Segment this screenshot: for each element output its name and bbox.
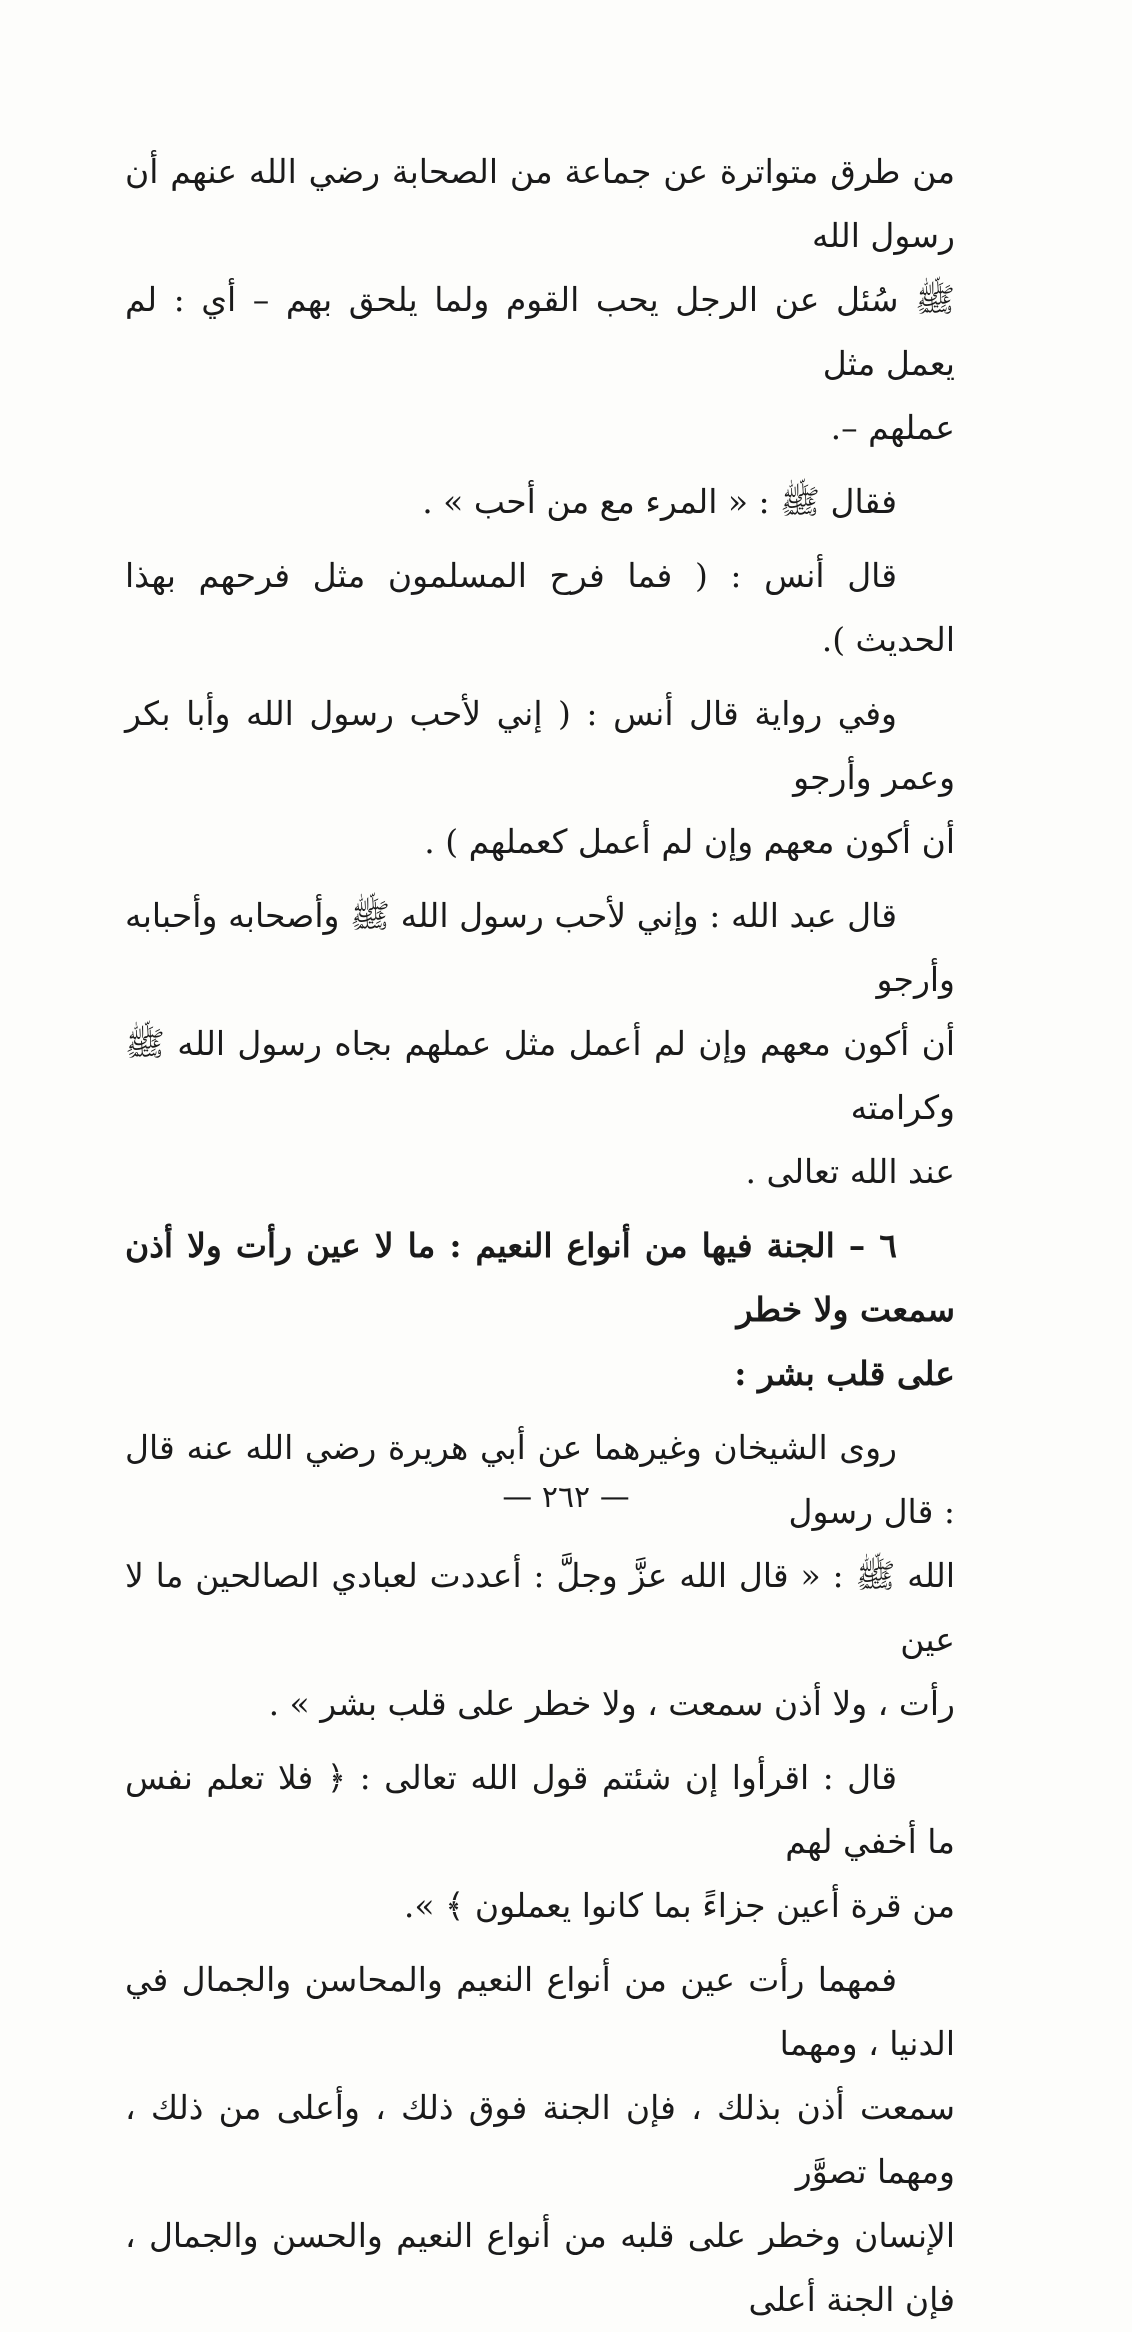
paragraph-3 (125, 544, 955, 672)
heading-line: على قلب بشر : (734, 1354, 955, 1393)
text-line: من قرة أعين جزاءً بما كانوا يعملون ﴾ ». (403, 1886, 955, 1925)
paragraph-5 (125, 884, 955, 1204)
text-line: عملهم –. (830, 408, 955, 447)
paragraph-7 (125, 1416, 955, 1736)
text-line: روى الشيخان وغيرهما عن أبي هريرة رضي الله عنه قال : قال رسول (125, 1428, 955, 1531)
page-number: — ٢٦٢ — (502, 1480, 630, 1515)
text-line: رأت ، ولا أذن سمعت ، ولا خطر على قلب بشر » . (268, 1684, 955, 1723)
text-line: أن أكون معهم وإن لم أعمل مثل عملهم بجاه رسول الله ﷺ وكرامته (125, 1024, 955, 1127)
text-line: الله ﷺ : « قال الله عزَّ وجلَّ : أعددت لعبادي الصالحين ما لا عين (125, 1556, 955, 1659)
text-line: قال أنس : ( فما فرح المسلمون مثل فرحهم بهذا الحديث ). (125, 556, 955, 659)
text-line: قال عبد الله : وإني لأحب رسول الله ﷺ وأصحابه وأحبابه وأرجو (125, 896, 955, 999)
text-line: فقال ﷺ : « المرء مع من أحب » . (422, 482, 897, 521)
text-line: عند الله تعالى . (745, 1152, 955, 1191)
section-heading-6 (125, 1214, 955, 1406)
page-body (125, 140, 955, 2319)
text-line: الإنسان وخطر على قلبه من أنواع النعيم والحسن والجمال ، فإن الجنة أعلى (125, 2216, 955, 2319)
text-line: أن أكون معهم وإن لم أعمل كعملهم ) . (424, 822, 955, 861)
paragraph-2 (125, 470, 955, 534)
paragraph-8 (125, 1746, 955, 1938)
text-line: ﷺ سُئل عن الرجل يحب القوم ولما يلحق بهم – أي : لم يعمل مثل (125, 280, 955, 383)
text-line: قال : اقرأوا إن شئتم قول الله تعالى : ﴿ فلا تعلم نفس ما أخفي لهم (125, 1758, 955, 1861)
paragraph-1 (125, 140, 955, 460)
text-line: من طرق متواترة عن جماعة من الصحابة رضي الله عنهم أن رسول الله (125, 152, 955, 255)
text-line: سمعت أذن بذلك ، فإن الجنة فوق ذلك ، وأعلى من ذلك ، ومهما تصوَّر (125, 2088, 955, 2191)
text-line: وفي رواية قال أنس : ( إني لأحب رسول الله وأبا بكر وعمر وأرجو (125, 694, 955, 797)
text-line: فمهما رأت عين من أنواع النعيم والمحاسن والجمال في الدنيا ، ومهما (125, 1960, 955, 2063)
paragraph-9 (125, 1948, 955, 2332)
heading-line: ٦ – الجنة فيها من أنواع النعيم : ما لا عين رأت ولا أذن سمعت ولا خطر (125, 1226, 955, 1329)
paragraph-4 (125, 682, 955, 874)
